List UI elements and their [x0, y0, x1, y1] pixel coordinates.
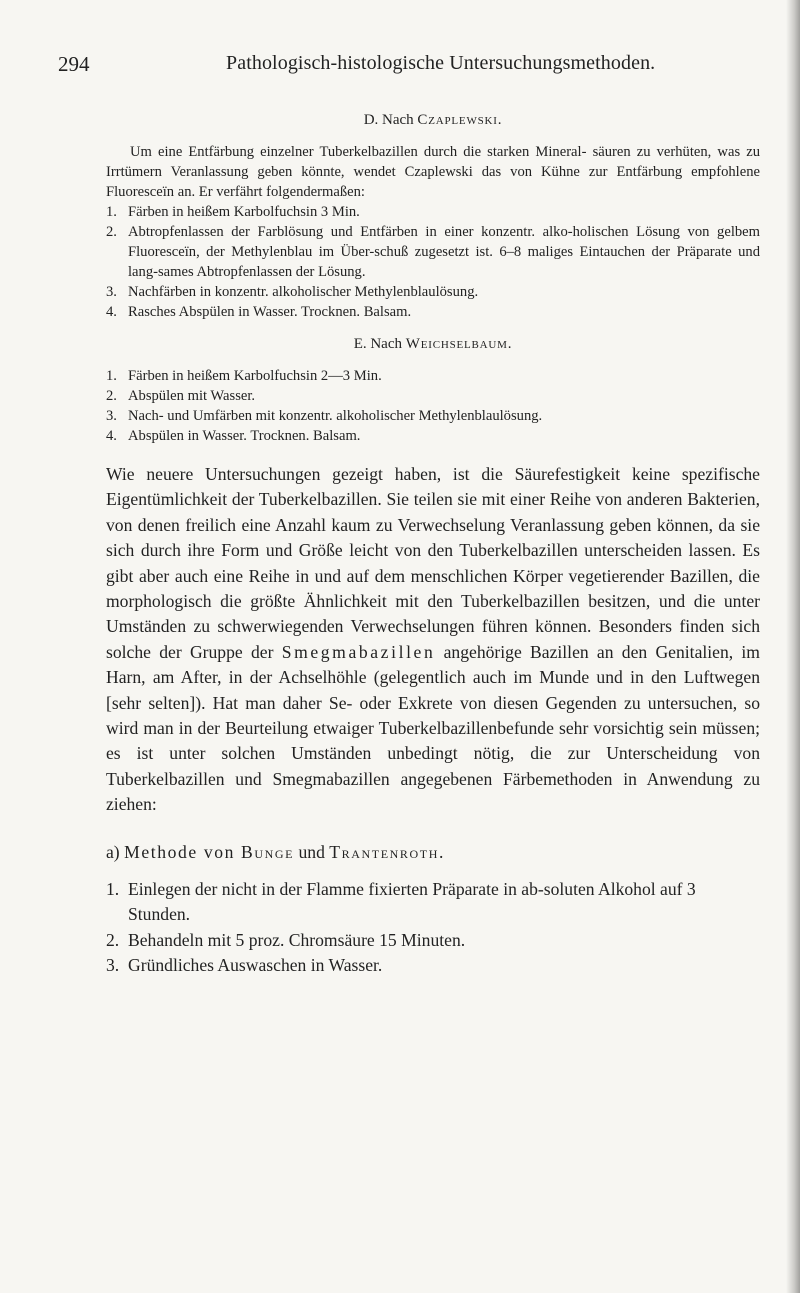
main-paragraph — [106, 462, 760, 818]
main-text-part2: angehörige Bazillen an den Genitalien, im Harn, am After, in der Achselhöhle (gelegentlich auch im Munde und in den Luftwegen [sehr selten]). Hat man daher Se- oder Exkrete von diesen Gegenden zu untersuchen, so wird man in der Beurteilung etwaiger Tuberkelbazillenbefunde sehr vorsichtig sein müssen; es ist unter solchen Umständen unbedingt nötig, die zur Unterscheidung von Tuberkelbazillen und Smegmabazillen angegebenen Färbemethoden in Anwendung zu ziehen: — [106, 641, 760, 815]
step-number: 3. — [106, 408, 117, 424]
section-d-prefix: D. Nach — [363, 112, 418, 128]
list-item — [106, 953, 760, 978]
step-number: 1. — [106, 204, 117, 220]
method-a-steps — [106, 877, 760, 979]
method-a-heading — [106, 842, 760, 863]
step-text: Gründliches Auswaschen in Wasser. — [128, 954, 383, 975]
intro-line: säuren zu verhüten, was zu Irrtümern Veranlassung geben könnte, wendet — [106, 144, 760, 180]
step-text: Abspülen mit Wasser. — [128, 388, 256, 404]
section-d-author: Czaplewski. — [417, 112, 503, 128]
step-text: Nachfärben in konzentr. alkoholischer Methylenblaulösung. — [128, 284, 479, 300]
step-number: 3. — [106, 954, 120, 975]
running-title: Pathologisch-histologische Untersuchungsmethoden. — [226, 52, 656, 74]
page-header — [58, 52, 730, 82]
step-text: Rasches Abspülen in Wasser. Trocknen. Balsam. — [128, 304, 412, 320]
main-text-part1: Wie neuere Untersuchungen gezeigt haben, ist die Säurefestigkeit keine spezifische Eigentümlichkeit der Tuberkelbazillen. Sie teilen sie mit einer Reihe von anderen Bakterien, von denen freilich eine Anzahl kaum zu Verwechselung Veranlassung geben können, da sie sich durch ihre Form und Größe leicht von den Tuberkelbazillen unterscheiden lassen. Es gibt aber auch eine Reihe in und auf dem menschlichen Körper vegetierender Bazillen, die morphologisch die größte Ähnlichkeit mit den Tuberkelbazillen besitzen, und die unter Umständen zu schwerwiegenden Verwechselungen führen können. Besonders finden sich solche der Gruppe der — [106, 464, 760, 662]
list-item — [106, 406, 760, 426]
intro-line: Um eine Entfärbung einzelner Tuberkelbazillen durch die starken Mineral- — [130, 144, 587, 160]
list-item — [106, 386, 760, 406]
list-item — [106, 302, 760, 322]
step-text: Einlegen der nicht in der Flamme fixierten Präparate in ab-soluten Alkohol auf 3 Stunden. — [128, 878, 696, 925]
section-d-heading — [106, 112, 760, 129]
intro-line: verfährt folgendermaßen: — [216, 184, 365, 200]
list-item — [106, 928, 760, 953]
section-d-intro — [106, 142, 760, 202]
step-number: 3. — [106, 284, 117, 300]
method-a-author2: Trantenroth. — [329, 841, 445, 862]
step-text: Behandeln mit 5 proz. Chromsäure 15 Minuten. — [128, 929, 466, 950]
step-text: Färben in heißem Karbolfuchsin 3 Min. — [128, 204, 360, 220]
step-text: Färben in heißem Karbolfuchsin 2—3 Min. — [128, 368, 382, 384]
step-number: 2. — [106, 929, 120, 950]
step-text: Nach- und Umfärben mit konzentr. alkoholischer Methylenblaulösung. — [128, 408, 543, 424]
section-e-prefix: E. Nach — [353, 336, 406, 352]
step-number: 1. — [106, 878, 120, 899]
method-a-und: und — [294, 841, 330, 862]
step-text: Abtropfenlassen der Farblösung und Entfärben in einer konzentr. alko-holischen Lösung von gelbem Fluoresceïn, der Methylenblau im Über-schuß zugesetzt ist. 6–8 maliges Eintauchen der Präparate und lang-sames Abtropfenlassen der Lösung. — [128, 224, 760, 280]
list-item — [106, 222, 760, 282]
step-number: 4. — [106, 428, 117, 444]
page-number: 294 — [58, 52, 90, 76]
list-item — [106, 366, 760, 386]
list-item — [106, 282, 760, 302]
method-a-label: a) — [106, 841, 125, 862]
step-number: 2. — [106, 224, 117, 240]
main-text-spaced: Smegmabazillen — [281, 641, 436, 662]
section-e-steps — [106, 366, 760, 446]
step-number: 4. — [106, 304, 117, 320]
step-text: Abspülen in Wasser. Trocknen. Balsam. — [128, 428, 361, 444]
list-item — [106, 877, 760, 928]
list-item — [106, 426, 760, 446]
step-number: 1. — [106, 368, 117, 384]
intro-line: Czaplewski das von Kühne zur Entfärbung empfohlene Fluoresceïn an. Er — [106, 164, 760, 200]
section-e-heading — [106, 336, 760, 353]
section-d-steps — [106, 202, 760, 322]
method-a-author1: Bunge — [241, 841, 295, 862]
page-edge-shadow — [786, 0, 800, 1293]
method-a-word: Methode von — [124, 841, 242, 862]
page-content — [106, 112, 760, 978]
step-number: 2. — [106, 388, 117, 404]
list-item — [106, 202, 760, 222]
section-e-author: Weichselbaum. — [405, 336, 513, 352]
